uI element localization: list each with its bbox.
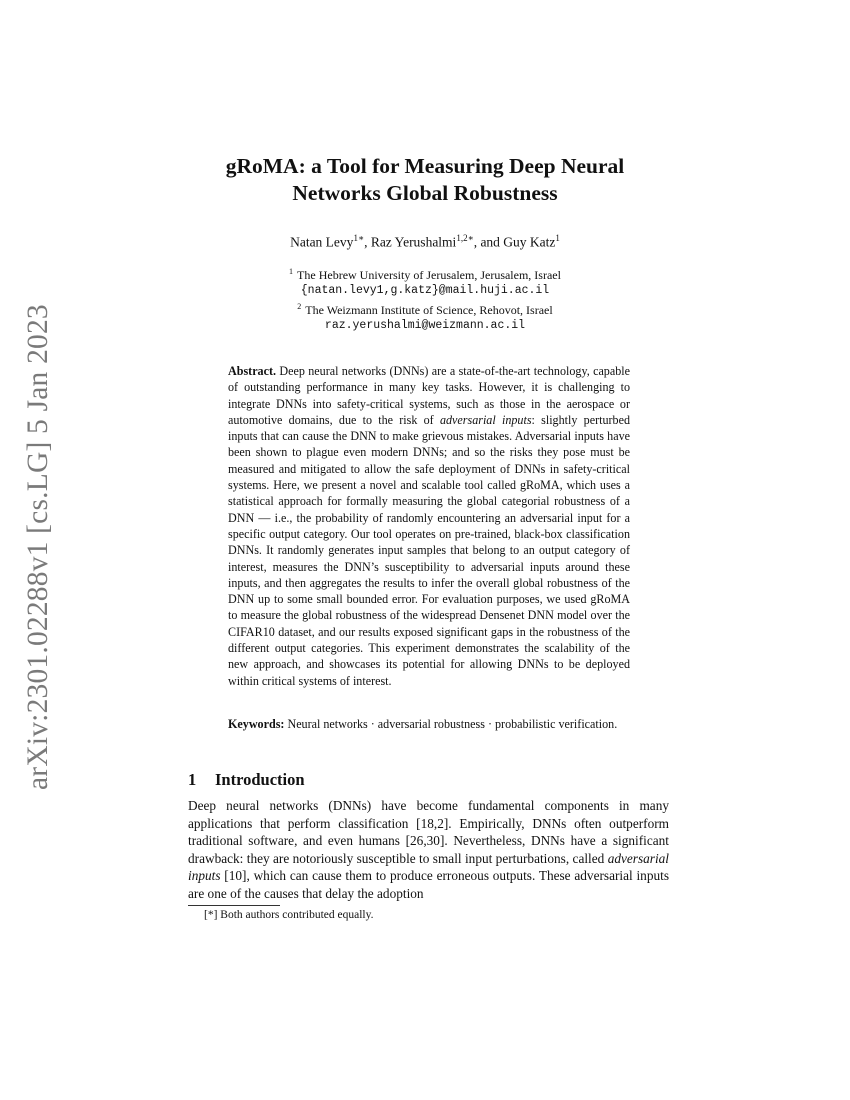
affiliation-text: The Hebrew University of Jerusalem, Jerusalem, Israel bbox=[297, 268, 561, 282]
affiliation-number: 1 bbox=[289, 267, 294, 276]
abstract-italic-term: adversarial inputs bbox=[439, 412, 532, 427]
affiliation-text: The Weizmann Institute of Science, Rehovot, Israel bbox=[305, 303, 553, 317]
abstract bbox=[228, 363, 630, 689]
affiliations bbox=[120, 264, 730, 334]
keywords bbox=[228, 716, 630, 732]
paper-title bbox=[120, 153, 730, 207]
section-title: Introduction bbox=[215, 770, 305, 789]
affiliation-1 bbox=[120, 264, 730, 283]
arxiv-identifier-stamp: arXiv:2301.02288v1 [cs.LG] 5 Jan 2023 bbox=[22, 304, 54, 790]
author-affiliation-mark: 1 bbox=[555, 233, 560, 243]
paper-title-line-2: Networks Global Robustness bbox=[292, 181, 558, 205]
section-heading bbox=[188, 770, 305, 790]
author-affiliation-mark: 1∗ bbox=[353, 233, 365, 243]
affiliation-2-email: raz.yerushalmi@weizmann.ac.il bbox=[324, 319, 526, 332]
author-name: , and Guy Katz bbox=[473, 234, 556, 250]
affiliation-2 bbox=[120, 299, 730, 318]
affiliation-1-email: {natan.levy1,g.katz}@mail.huji.ac.il bbox=[300, 284, 550, 297]
abstract-text: : slightly perturbed inputs that can cause the DNN to make grievous mistakes. Adversarial inputs have been shown to plague even modern DNNs; and so the risks they pose must be measured and mitigated to allow the safe deployment of DNNs in safety-critical systems. Here, we present a novel and scalable tool called gRoMA, which uses a statistical approach for formally measuring the global categorial robustness of a DNN — i.e., the probability of randomly encountering an adversarial input for a specific output category. Our tool operates on pre-trained, black-box classification DNNs. It randomly generates input samples that belong to an output category of interest, measures the DNN’s susceptibility to adversarial inputs around these inputs, and then aggregates the results to infer the overall global robustness of the DNN up to some small bounded error. For evaluation purposes, we used gRoMA to measure the global robustness of the widespread Densenet DNN model over the CIFAR10 dataset, and our results exposed significant gaps in the robustness of the different output categories. This experiment demonstrates the scalability of the new approach, and showcases its potential for allowing DNNs to be deployed within critical systems of interest. bbox=[228, 412, 630, 688]
footnote: [*] Both authors contributed equally. bbox=[204, 909, 374, 921]
intro-text: Deep neural networks (DNNs) have become fundamental components in many applications that perform classification [18,2]. Empirically, DNNs often outperform traditional software, and even humans [26,30]. Nevertheless, DNNs have a significant drawback: they are notoriously susceptible to small input perturbations, called bbox=[188, 798, 669, 866]
author-name: Natan Levy bbox=[290, 234, 354, 250]
abstract-label: Abstract. bbox=[228, 364, 277, 378]
author-affiliation-mark: 1,2∗ bbox=[456, 233, 474, 243]
paper-title-line-1: gRoMA: a Tool for Measuring Deep Neural bbox=[225, 154, 625, 178]
intro-italic-term: adversarial inputs bbox=[188, 850, 669, 884]
author-list bbox=[120, 233, 730, 251]
keywords-text: Neural networks · adversarial robustness · probabilistic verification. bbox=[284, 717, 618, 731]
introduction-paragraph bbox=[188, 797, 669, 903]
footnote-divider bbox=[188, 905, 280, 906]
keywords-label: Keywords: bbox=[228, 717, 285, 731]
intro-text: [10], which can cause them to produce erroneous outputs. These adversarial inputs are one of the causes that delay the adoption bbox=[188, 868, 669, 901]
section-number: 1 bbox=[188, 770, 197, 789]
abstract-text: Deep neural networks (DNNs) are a state-of-the-art technology, capable of outstanding performance in many key tasks. However, it is challenging to integrate DNNs into safety-critical systems, such as those in the aerospace or automotive domains, due to the risk of bbox=[228, 364, 630, 427]
affiliation-number: 2 bbox=[297, 302, 302, 311]
author-name: , Raz Yerushalmi bbox=[364, 234, 457, 250]
